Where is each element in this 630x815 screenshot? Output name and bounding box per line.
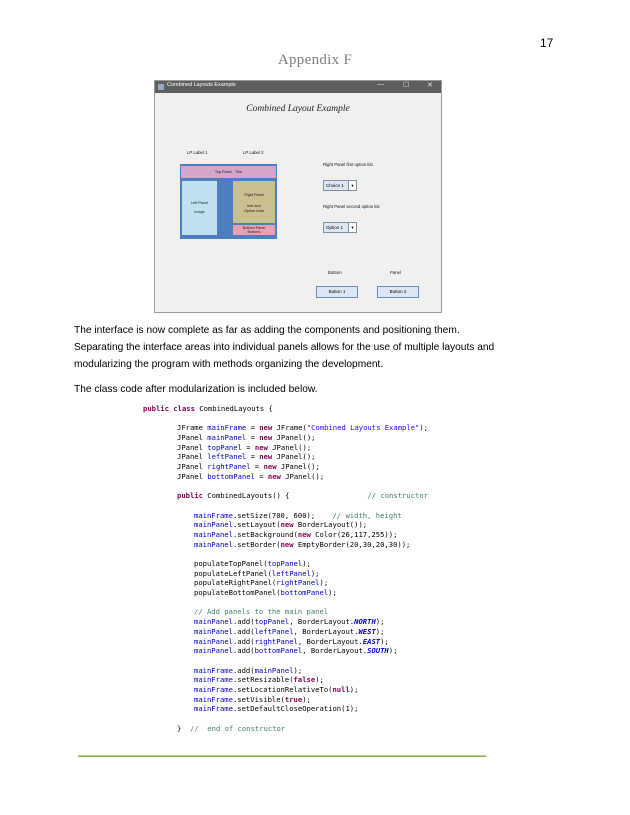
chevron-down-icon[interactable]: ▼	[348, 181, 356, 190]
code-line: // Add panels to the main panel	[194, 607, 329, 617]
code-line: JPanel bottomPanel = new JPanel();	[177, 471, 325, 481]
code-line: mainFrame.setVisible(true);	[194, 694, 311, 704]
code-line: mainFrame.add(mainPanel);	[194, 665, 303, 675]
lp-label-1: LP Label 1	[187, 150, 208, 155]
code-line: JPanel leftPanel = new JPanel();	[177, 452, 316, 462]
code-line: mainPanel.setBorder(new EmptyBorder(20,30,20,30));	[194, 539, 411, 549]
paragraph-1-line-2: Separating the interface areas into individual panels allows for the use of multiple layouts and	[74, 342, 495, 353]
code-line: mainPanel.add(topPanel, BorderLayout.NORTH);	[194, 617, 385, 627]
panel-label: Panel	[390, 270, 401, 275]
code-line: mainPanel.setLayout(new BorderLayout());	[194, 520, 368, 530]
bottom-panel-text: Bottom Panel	[242, 225, 266, 230]
code-line: JPanel topPanel = new JPanel();	[177, 442, 312, 452]
code-listing	[143, 404, 428, 733]
code-line: mainFrame.setSize(700, 600); // width, height	[194, 510, 402, 520]
paragraph-1-line-1: The interface is now complete as far as adding the components and positioning them.	[74, 325, 460, 336]
right-first-option-label: Right Panel first option list	[323, 162, 373, 167]
lp-label-2: LP Label 2	[243, 150, 264, 155]
code-line: mainFrame.setDefaultCloseOperation(1);	[194, 704, 359, 714]
code-line: populateBottomPanel(bottomPanel);	[194, 588, 337, 598]
code-line: mainFrame.setLocationRelativeTo(null);	[194, 684, 359, 694]
code-line: JPanel rightPanel = new JPanel();	[177, 462, 320, 472]
code-line: JPanel mainPanel = new JPanel();	[177, 433, 316, 443]
window-title: Combined Layouts Example	[167, 82, 236, 88]
choice-combo-value: Choice 1	[326, 182, 344, 188]
option-combo-value: Option 1	[326, 224, 344, 230]
code-line: JFrame mainFrame = new JFrame("Combined Layouts Example");	[177, 423, 429, 433]
left-panel-text: Left Panel	[190, 201, 209, 205]
page-number: 17	[540, 36, 554, 50]
paragraph-1-line-3: modularizing the program with methods organizing the development.	[74, 359, 384, 370]
code-line: populateRightPanel(rightPanel);	[194, 578, 329, 588]
screenshot-window	[154, 80, 442, 313]
code-line: populateTopPanel(topPanel);	[194, 559, 311, 568]
appendix-title: Appendix F	[277, 52, 353, 68]
code-line: public CombinedLayouts() { // constructor	[177, 491, 428, 501]
bottom-panel-text-2: Buttons	[247, 230, 261, 234]
button-1[interactable]: Button 1	[316, 286, 358, 298]
java-app-icon	[158, 84, 164, 90]
button-2[interactable]: Button 2	[377, 286, 419, 298]
bottom-panel	[233, 225, 275, 235]
chevron-down-icon[interactable]: ▼	[348, 223, 356, 232]
maximize-icon: ☐	[403, 82, 410, 89]
right-second-option-label: Right Panel second option list	[323, 204, 380, 209]
left-panel-image-text: Image	[194, 210, 205, 214]
footer-divider	[78, 755, 486, 757]
choice-combo[interactable]	[323, 180, 357, 191]
code-line: populateLeftPanel(leftPanel);	[194, 568, 320, 578]
window-titlebar	[155, 81, 441, 93]
right-panel-text-2: text and	[247, 204, 261, 208]
left-panel	[182, 181, 217, 235]
bottom-label: Bottom	[328, 270, 342, 275]
code-line: mainFrame.setResizable(false);	[194, 675, 324, 685]
minimize-icon: —	[377, 81, 384, 88]
right-panel-text: Right Panel	[244, 193, 264, 197]
top-panel	[181, 166, 276, 178]
code-line: mainPanel.add(rightPanel, BorderLayout.EAST);	[194, 636, 389, 646]
code-line: } // end of constructor	[177, 723, 286, 733]
center-gap	[219, 181, 229, 235]
code-line: public class CombinedLayouts {	[143, 404, 273, 413]
code-line: mainPanel.setBackground(new Color(26,117,255));	[194, 529, 398, 539]
code-line: mainPanel.add(leftPanel, BorderLayout.WEST);	[194, 626, 385, 636]
code-line: mainPanel.add(bottomPanel, BorderLayout.SOUTH);	[194, 646, 398, 656]
right-panel	[233, 181, 275, 223]
window-heading: Combined Layout Example	[246, 104, 350, 114]
paragraph-2: The class code after modularization is included below.	[74, 384, 318, 395]
top-panel-text: Top Panel - Title	[214, 169, 243, 174]
right-panel-text-3: Option Lists	[243, 209, 265, 213]
option-combo[interactable]	[323, 222, 357, 233]
close-icon: ✕	[427, 82, 433, 89]
